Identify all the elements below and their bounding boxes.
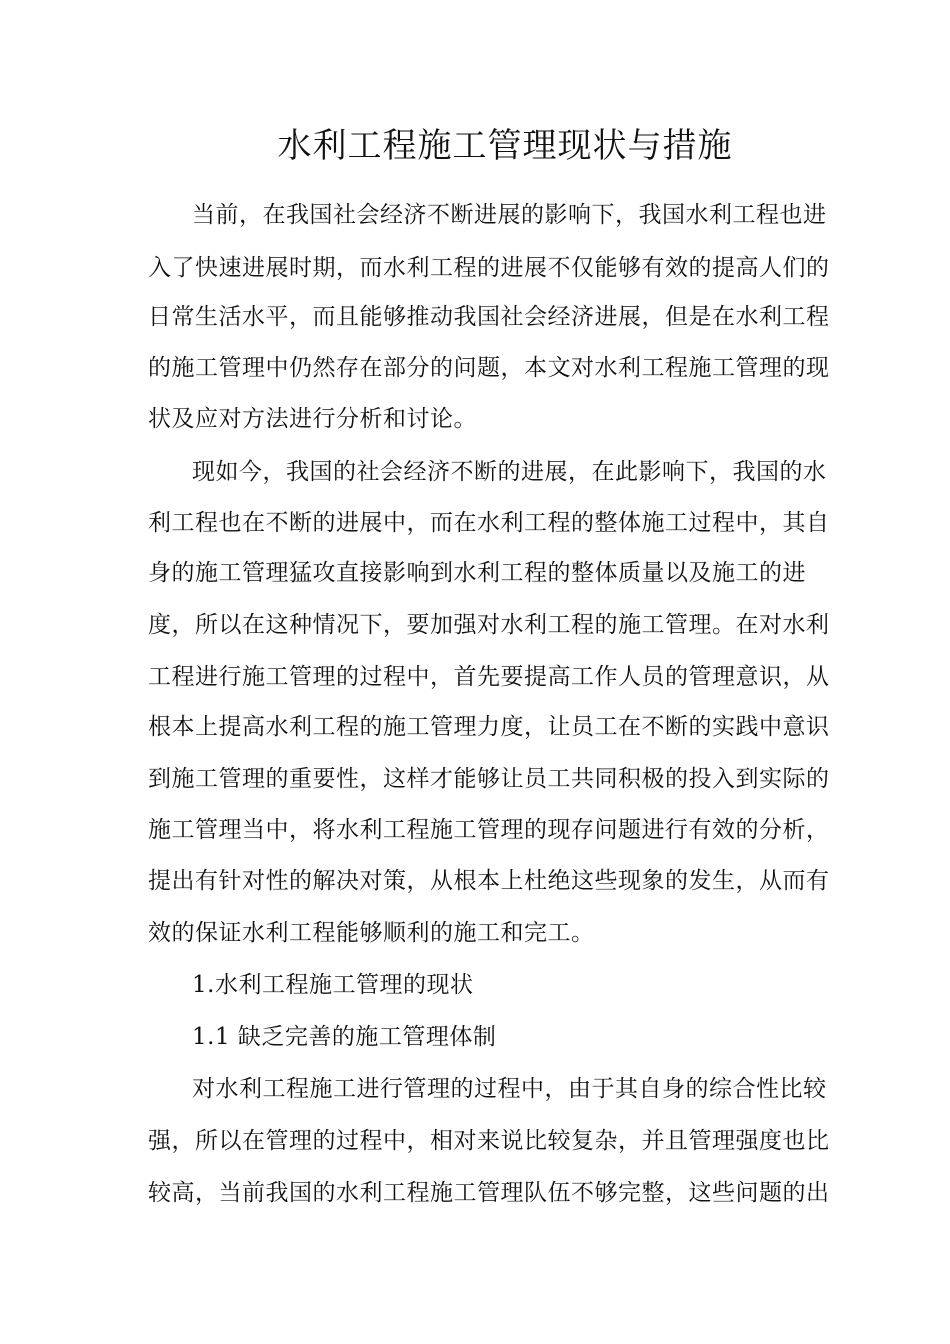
section-heading: 1.水利工程施工管理的现状 (192, 972, 474, 998)
paragraph-line: 工程进行施工管理的过程中，首先要提高工作人员的管理意识，从 (148, 664, 830, 690)
paragraph-line: 根本上提高水利工程的施工管理力度，让员工在不断的实践中意识 (148, 714, 830, 740)
paragraph-line: 现如今，我国的社会经济不断的进展，在此影响下，我国的水 (192, 459, 827, 485)
paragraph-line: 强，所以在管理的过程中，相对来说比较复杂，并且管理强度也比 (148, 1128, 830, 1154)
paragraph-line: 对水利工程施工进行管理的过程中，由于其自身的综合性比较 (192, 1076, 827, 1102)
paragraph-line: 度，所以在这种情况下，要加强对水利工程的施工管理。在对水利 (148, 612, 830, 638)
paragraph-line: 较高，当前我国的水利工程施工管理队伍不够完整，这些问题的出 (148, 1180, 830, 1206)
paragraph-line: 入了快速进展时期，而水利工程的进展不仅能够有效的提高人们的 (148, 255, 830, 281)
paragraph-line: 日常生活水平，而且能够推动我国社会经济进展，但是在水利工程 (148, 304, 830, 330)
paragraph-line: 状及应对方法进行分析和讨论。 (148, 406, 477, 432)
paragraph-line: 的施工管理中仍然存在部分的问题，本文对水利工程施工管理的现 (148, 355, 830, 381)
paragraph-line: 利工程也在不断的进展中，而在水利工程的整体施工过程中，其自 (148, 510, 830, 536)
subsection-heading: 1.1 缺乏完善的施工管理体制 (192, 1024, 497, 1050)
paragraph-line: 身的施工管理猛攻直接影响到水利工程的整体质量以及施工的进 (148, 560, 806, 586)
paragraph-line: 到施工管理的重要性，这样才能够让员工共同积极的投入到实际的 (148, 766, 830, 792)
document-title: 水利工程施工管理现状与措施 (277, 126, 733, 166)
paragraph-line: 施工管理当中，将水利工程施工管理的现存问题进行有效的分析， (148, 817, 830, 843)
paragraph-line: 效的保证水利工程能够顺利的施工和完工。 (148, 920, 595, 946)
paragraph-line: 提出有针对性的解决对策，从根本上杜绝这些现象的发生，从而有 (148, 868, 830, 894)
paragraph-line: 当前，在我国社会经济不断进展的影响下，我国水利工程也进 (192, 202, 827, 228)
